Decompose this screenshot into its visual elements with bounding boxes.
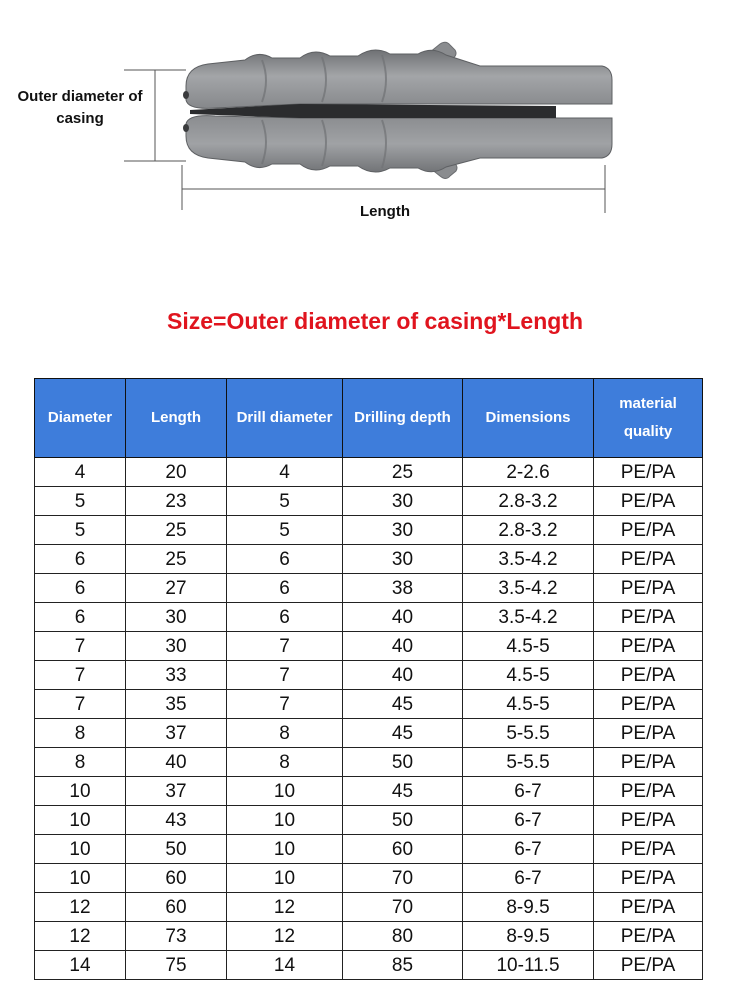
size-formula-title: Size=Outer diameter of casing*Length bbox=[166, 308, 583, 334]
table-cell: 45 bbox=[343, 777, 463, 806]
table-cell: PE/PA bbox=[594, 545, 703, 574]
size-table bbox=[34, 378, 703, 980]
table-cell: 3.5-4.2 bbox=[463, 603, 594, 632]
table-row bbox=[35, 458, 703, 487]
table-cell: 10 bbox=[35, 777, 126, 806]
table-cell: PE/PA bbox=[594, 922, 703, 951]
table-cell: 3.5-4.2 bbox=[463, 574, 594, 603]
table-cell: 14 bbox=[35, 951, 126, 980]
table-cell: 4.5-5 bbox=[463, 690, 594, 719]
table-cell: 40 bbox=[343, 603, 463, 632]
table-cell: 45 bbox=[343, 690, 463, 719]
table-cell: 12 bbox=[227, 922, 343, 951]
table-cell: 7 bbox=[227, 690, 343, 719]
table-cell: PE/PA bbox=[594, 603, 703, 632]
table-cell: PE/PA bbox=[594, 632, 703, 661]
header-length: Length bbox=[126, 379, 227, 458]
table-cell: 6-7 bbox=[463, 777, 594, 806]
table-cell: 80 bbox=[343, 922, 463, 951]
table-cell: 40 bbox=[343, 661, 463, 690]
table-cell: 14 bbox=[227, 951, 343, 980]
table-cell: 8-9.5 bbox=[463, 922, 594, 951]
table-cell: PE/PA bbox=[594, 458, 703, 487]
table-cell: 60 bbox=[343, 835, 463, 864]
table-cell: 45 bbox=[343, 719, 463, 748]
table-cell: PE/PA bbox=[594, 806, 703, 835]
table-cell: 5 bbox=[227, 487, 343, 516]
table-cell: PE/PA bbox=[594, 574, 703, 603]
table-cell: 10 bbox=[35, 864, 126, 893]
table-cell: 5 bbox=[35, 516, 126, 545]
table-row bbox=[35, 574, 703, 603]
table-cell: 12 bbox=[35, 893, 126, 922]
table-row bbox=[35, 835, 703, 864]
table-row bbox=[35, 632, 703, 661]
table-cell: 60 bbox=[126, 893, 227, 922]
table-cell: 85 bbox=[343, 951, 463, 980]
table-cell: PE/PA bbox=[594, 487, 703, 516]
table-cell: PE/PA bbox=[594, 719, 703, 748]
table-cell: 5 bbox=[227, 516, 343, 545]
header-material-quality: material quality bbox=[594, 379, 703, 458]
table-cell: 40 bbox=[343, 632, 463, 661]
header-dimensions: Dimensions bbox=[463, 379, 594, 458]
table-cell: 30 bbox=[343, 487, 463, 516]
table-cell: 25 bbox=[343, 458, 463, 487]
table-cell: 6 bbox=[227, 545, 343, 574]
table-cell: 6 bbox=[227, 603, 343, 632]
table-cell: 10 bbox=[227, 806, 343, 835]
table-cell: 10 bbox=[35, 835, 126, 864]
table-cell: 12 bbox=[227, 893, 343, 922]
table-cell: 30 bbox=[343, 516, 463, 545]
table-row bbox=[35, 864, 703, 893]
table-cell: PE/PA bbox=[594, 661, 703, 690]
outer-diameter-label: Outer diameter of casing bbox=[17, 88, 143, 127]
table-cell: 7 bbox=[227, 632, 343, 661]
table-row bbox=[35, 748, 703, 777]
table-cell: 4 bbox=[227, 458, 343, 487]
table-cell: PE/PA bbox=[594, 690, 703, 719]
table-cell: 8 bbox=[227, 719, 343, 748]
table-row bbox=[35, 487, 703, 516]
table-cell: 25 bbox=[126, 516, 227, 545]
table-row bbox=[35, 893, 703, 922]
table-cell: PE/PA bbox=[594, 516, 703, 545]
table-row bbox=[35, 545, 703, 574]
table-cell: 6 bbox=[35, 603, 126, 632]
table-cell: 7 bbox=[227, 661, 343, 690]
table-cell: PE/PA bbox=[594, 864, 703, 893]
length-label: Length bbox=[360, 203, 410, 220]
table-cell: 3.5-4.2 bbox=[463, 545, 594, 574]
table-row bbox=[35, 951, 703, 980]
table-cell: 30 bbox=[343, 545, 463, 574]
table-cell: 30 bbox=[126, 632, 227, 661]
table-cell: 73 bbox=[126, 922, 227, 951]
table-cell: 2.8-3.2 bbox=[463, 516, 594, 545]
table-cell: 43 bbox=[126, 806, 227, 835]
table-cell: 8 bbox=[227, 748, 343, 777]
table-cell: 10 bbox=[227, 864, 343, 893]
header-diameter: Diameter bbox=[35, 379, 126, 458]
table-cell: 4 bbox=[35, 458, 126, 487]
table-cell: 60 bbox=[126, 864, 227, 893]
table-cell: PE/PA bbox=[594, 951, 703, 980]
table-cell: 5-5.5 bbox=[463, 748, 594, 777]
table-row bbox=[35, 661, 703, 690]
table-cell: 37 bbox=[126, 719, 227, 748]
table-cell: 2.8-3.2 bbox=[463, 487, 594, 516]
table-cell: 7 bbox=[35, 690, 126, 719]
table-cell: 38 bbox=[343, 574, 463, 603]
table-cell: 6 bbox=[227, 574, 343, 603]
table-cell: 8 bbox=[35, 748, 126, 777]
table-cell: 7 bbox=[35, 661, 126, 690]
table-cell: 5-5.5 bbox=[463, 719, 594, 748]
table-cell: PE/PA bbox=[594, 893, 703, 922]
table-cell: 6-7 bbox=[463, 864, 594, 893]
table-row bbox=[35, 690, 703, 719]
table-row bbox=[35, 516, 703, 545]
table-cell: 50 bbox=[343, 806, 463, 835]
table-cell: 20 bbox=[126, 458, 227, 487]
table-cell: 10 bbox=[227, 835, 343, 864]
header-drill-diameter: Drill diameter bbox=[227, 379, 343, 458]
table-cell: 37 bbox=[126, 777, 227, 806]
table-cell: 8-9.5 bbox=[463, 893, 594, 922]
table-cell: 4.5-5 bbox=[463, 632, 594, 661]
table-cell: 8 bbox=[35, 719, 126, 748]
table-cell: PE/PA bbox=[594, 748, 703, 777]
table-cell: 23 bbox=[126, 487, 227, 516]
table-row bbox=[35, 719, 703, 748]
table-cell: 10 bbox=[227, 777, 343, 806]
table-row bbox=[35, 806, 703, 835]
table-body bbox=[35, 458, 703, 980]
table-cell: 70 bbox=[343, 893, 463, 922]
table-cell: 50 bbox=[343, 748, 463, 777]
header-drilling-depth: Drilling depth bbox=[343, 379, 463, 458]
table-cell: 35 bbox=[126, 690, 227, 719]
table-cell: 40 bbox=[126, 748, 227, 777]
table-cell: 6-7 bbox=[463, 835, 594, 864]
table-cell: 10 bbox=[35, 806, 126, 835]
table-cell: 4.5-5 bbox=[463, 661, 594, 690]
table-row bbox=[35, 603, 703, 632]
table-cell: 6 bbox=[35, 574, 126, 603]
table-cell: 25 bbox=[126, 545, 227, 574]
table-cell: 5 bbox=[35, 487, 126, 516]
table-cell: 7 bbox=[35, 632, 126, 661]
table-row bbox=[35, 922, 703, 951]
table-cell: 33 bbox=[126, 661, 227, 690]
table-cell: 30 bbox=[126, 603, 227, 632]
dimension-diagram bbox=[0, 0, 750, 260]
table-cell: 6 bbox=[35, 545, 126, 574]
table-cell: 50 bbox=[126, 835, 227, 864]
table-row bbox=[35, 777, 703, 806]
table-cell: 2-2.6 bbox=[463, 458, 594, 487]
table-cell: 12 bbox=[35, 922, 126, 951]
table-cell: 6-7 bbox=[463, 806, 594, 835]
table-cell: PE/PA bbox=[594, 835, 703, 864]
table-cell: 27 bbox=[126, 574, 227, 603]
table-cell: 10-11.5 bbox=[463, 951, 594, 980]
table-header-row bbox=[35, 379, 703, 458]
table-cell: PE/PA bbox=[594, 777, 703, 806]
table-cell: 70 bbox=[343, 864, 463, 893]
table-cell: 75 bbox=[126, 951, 227, 980]
